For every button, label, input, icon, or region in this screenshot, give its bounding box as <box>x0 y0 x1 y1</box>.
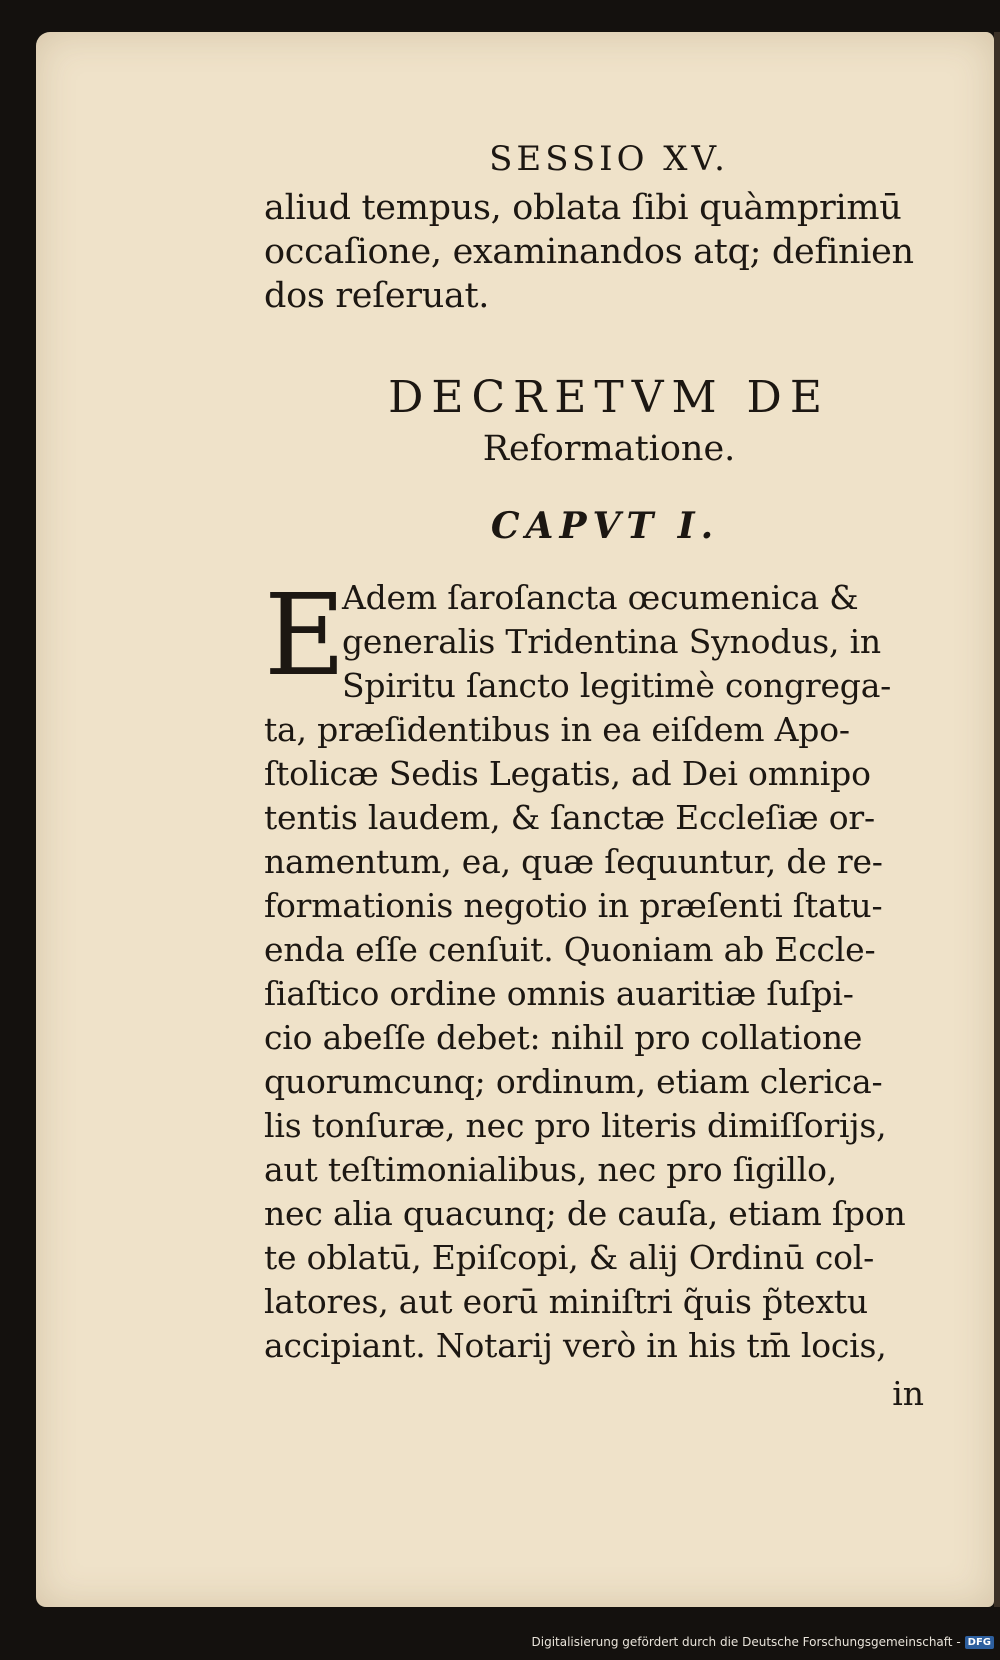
text-line: lis tonſuræ, nec pro literis dimiſſorijs, <box>264 1106 887 1145</box>
digitization-credit <box>532 1632 995 1652</box>
text-block <box>264 132 964 1416</box>
text-line: ſtolicæ Sedis Legatis, ad Dei omnipo <box>264 754 871 793</box>
text-line: generalis Tridentina Synodus, in <box>342 622 881 661</box>
text-line: te oblatū, Epiſcopi, & alij Ordinū col- <box>264 1238 875 1277</box>
previous-text <box>264 186 964 318</box>
text-line: ſiaſtico ordine omnis auaritiæ ſuſpi- <box>264 974 854 1013</box>
text-line: latores, aut eorū miniſtri q̃uis p̃textu <box>264 1282 868 1321</box>
chapter-heading: CAPVT I. <box>490 505 720 547</box>
text-line: Adem ſaroſancta œcumenica & <box>342 578 859 617</box>
book-page <box>36 32 994 1607</box>
decree-subtitle: Reformatione. <box>482 429 736 469</box>
text-line: Spiritu ſancto legitimè congrega- <box>342 666 892 705</box>
body-lines <box>264 571 964 1368</box>
text-line: dos reſeruat. <box>264 276 490 316</box>
text-line: ta, præſidentibus in ea eiſdem Apo- <box>264 710 850 749</box>
running-head: SESSIO XV. <box>489 139 729 179</box>
text-line: cio abeſſe debet: nihil pro collatione <box>264 1018 863 1057</box>
text-line: enda eſſe cenſuit. Quoniam ab Eccle- <box>264 930 876 969</box>
page-edge <box>994 32 1000 1607</box>
text-line: namentum, ea, quæ ſequuntur, de re- <box>264 842 883 881</box>
dfg-logo: DFG <box>965 1636 994 1649</box>
text-line: aut teſtimonialibus, nec pro ſigillo, <box>264 1150 838 1189</box>
text-line: accipiant. Notarij verò in his tm̄ locis, <box>264 1326 887 1365</box>
catchword: in <box>892 1374 924 1413</box>
text-line: nec alia quacunq; de cauſa, etiam ſpon <box>264 1194 906 1233</box>
decree-title: DECRETVM DE <box>388 372 830 423</box>
chapter-body <box>264 571 964 1368</box>
text-line: occaſione, examinandos atq; definien <box>264 232 914 272</box>
drop-cap-initial: E <box>264 571 346 701</box>
text-line: aliud tempus, oblata ſibi quàmprimū <box>264 188 902 228</box>
text-line: tentis laudem, & ſanctæ Eccleſiæ or- <box>264 798 875 837</box>
credit-text: Digitalisierung gefördert durch die Deutsche Forschungsgemeinschaft - <box>531 1635 961 1649</box>
text-line: formationis negotio in præſenti ſtatu- <box>264 886 883 925</box>
text-line: quorumcunq; ordinum, etiam clerica- <box>264 1062 883 1101</box>
